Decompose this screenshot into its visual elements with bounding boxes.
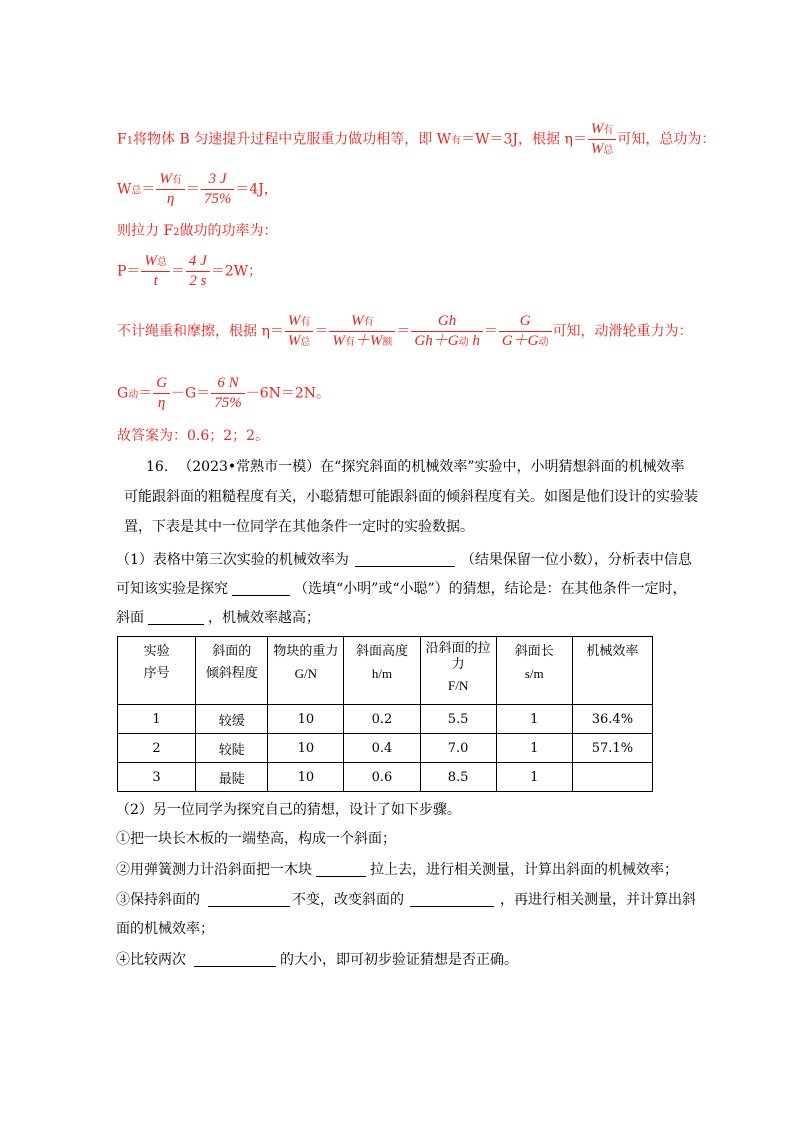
text: 可知，动滑轮重力为： [552,323,693,340]
header-cell: 物块的重力 G/N [268,637,344,705]
part1-line-3 [116,610,320,625]
text: －G＝ [171,385,211,402]
table-cell: 1 [118,705,196,734]
header-cell: 机械效率 [572,637,652,705]
fraction: $\frac{\text{W有}}{\text{W总}}$ [588,122,617,157]
question-stem-line-3: 置，下表是其中一位同学在其他条件一定时的实验数据。 [124,519,474,535]
text: 将物体 B 匀速提升过程中克服重力做功相等，即 W [133,131,452,148]
table-cell: 57.1% [572,734,652,763]
text: W [117,181,132,198]
answer-blank[interactable] [232,581,290,596]
table-cell: 最陡 [196,763,268,792]
text: （1）表格中第三次实验的机械效率为 [116,552,349,568]
table-header-row [118,637,653,705]
table-cell: 10 [268,763,344,792]
header-cell: 斜面长 s/m [496,637,572,705]
text: ＝W＝3J，根据 η＝ [461,131,587,148]
table-cell: 36.4% [572,705,652,734]
fraction: $\frac{\text{W有}}{\text{W有＋W额}}$ [329,314,395,349]
table-cell: 5.5 [420,705,496,734]
table-cell: 7.0 [420,734,496,763]
subscript: 1 [126,135,134,147]
text: ②用弹簧测力计沿斜面把一木块 [116,862,312,878]
table-cell: 10 [268,705,344,734]
table-cell: 0.6 [344,763,420,792]
table-cell: 较缓 [196,705,268,734]
table-cell: 1 [496,734,572,763]
text: ＝4J， [235,181,278,198]
fraction: $\frac{G}{\text{G＋G动}}$ [499,314,552,349]
subscript: 有 [451,135,462,147]
header-cell: 斜面的 倾斜程度 [196,637,268,705]
solution-line-1 [117,122,715,157]
data-table [117,636,653,792]
answer-blank[interactable] [194,952,276,967]
table-row [118,734,653,763]
question-source: （2023•常熟市一模） [178,459,321,475]
question-number: 16. [146,459,169,475]
solution-line-3 [117,224,278,238]
part1-line-1 [116,552,692,567]
table-cell: 1 [496,705,572,734]
answer-blank[interactable] [316,862,366,877]
step-3 [116,892,696,907]
fraction: $\frac{\text{W有}}{\eta}$ [156,172,185,207]
solution-line-6 [117,376,330,411]
text: ，机械效率越高； [208,610,320,626]
part1-line-2 [116,581,687,596]
fraction: $\frac{\text{W总}}{t}$ [141,254,170,289]
fraction: $\frac{3 J}{75\%}$ [201,172,235,207]
answer-blank[interactable] [208,892,290,907]
text: G [117,385,129,402]
table-row [118,705,653,734]
text: （结果保留一位小数），分析表中信息 [460,552,692,568]
text: 不变，改变斜面的 [292,892,404,908]
question-stem-line-2: 可能跟斜面的粗糙程度有关，小聪猜想可能跟斜面的倾斜程度有关。如图是他们设计的实验装 [124,489,698,505]
header-cell: 实验 序号 [118,637,196,705]
text: 可知，总功为： [617,131,716,148]
text: ④比较两次 [116,952,186,968]
table-cell: 2 [118,734,196,763]
question-stem-line-1 [146,460,684,474]
fraction: $\frac{6 N}{75\%}$ [211,376,245,411]
subscript: 总 [131,185,142,197]
table-cell: 3 [118,763,196,792]
text: 则拉力 F [117,223,174,239]
answer-line [117,429,269,443]
text: 做功的功率为： [179,223,278,239]
text: －6N＝2N。 [245,385,331,402]
text: 在“探究斜面的机械效率”实验中，小明猜想斜面的机械效率 [320,459,685,475]
table-cell: 1 [496,763,572,792]
solution-line-4: P＝ $\frac{\text{W总}}{t}$ ＝ $\frac{4 J}{2 s}$ ＝2W； [117,253,263,289]
table-cell: 0.4 [344,734,420,763]
solution-line-2: W总＝ $\frac{\text{W有}}{\eta}$ ＝ $\frac{3 J}{75\%}$ ＝4J， [117,171,278,207]
text: ＝ [141,181,156,198]
subscript: 动 [128,389,139,401]
text: 不计绳重和摩擦，根据 η＝ [117,323,284,340]
fraction: $\frac{G}{\eta}$ [153,376,170,411]
text-f: F [117,131,127,148]
answer-blank[interactable] [148,610,204,625]
text: 斜面 [116,610,144,626]
text: ③保持斜面的 [116,892,200,908]
answer-blank[interactable] [355,552,455,567]
answer-text: 故答案为：0.6；2；2。 [117,428,270,444]
header-cell: 斜面高度 h/m [344,637,420,705]
text: P＝ [117,263,141,280]
fraction: $\frac{Gh}{\text{Gh＋G动 h}}$ [411,314,482,349]
text: ，再进行相关测量，并计算出斜 [500,892,696,908]
part2-intro: （2）另一位同学为探究自己的猜想，设计了如下步骤。 [116,802,461,818]
text: 的大小，即可初步验证猜想是否正确。 [280,952,518,968]
answer-blank[interactable] [410,892,494,907]
table-cell: 0.2 [344,705,420,734]
step-1: ①把一块长木板的一端垫高，构成一个斜面； [116,831,396,847]
table-row [118,763,653,792]
subscript: 2 [173,227,180,238]
step-3-line-2: 面的机械效率； [116,921,214,937]
header-cell: 沿斜面的拉 力 F/N [420,637,496,705]
fraction: $\frac{4 J}{2 s}$ [186,254,210,289]
solution-line-5: 不计绳重和摩擦，根据 η＝ $\frac{\text{W有}}{\text{W总}}$ ＝ $\frac{\text{W有}}{\text{W有＋W额}}$ ＝ $\frac{Gh}{\text{Gh＋G动 h}}$ ＝ $\frac{G}{\text{G＋G动}}$ 可知，动滑轮重力为： [117,313,693,349]
fraction: $\frac{\text{W有}}{\text{W总}}$ [285,314,314,349]
table-cell: 10 [268,734,344,763]
table-cell[interactable] [572,763,652,792]
table-cell: 8.5 [420,763,496,792]
text: 拉上去，进行相关测量，计算出斜面的机械效率； [370,862,678,878]
step-2 [116,862,678,877]
step-4 [116,952,518,967]
text: （选填“小明”或“小聪”）的猜想，结论是：在其他条件一定时， [294,581,687,597]
text: 可知该实验是探究 [116,581,228,597]
text: ＝ [138,385,153,402]
text: ＝2W； [210,263,263,280]
table-cell: 较陡 [196,734,268,763]
